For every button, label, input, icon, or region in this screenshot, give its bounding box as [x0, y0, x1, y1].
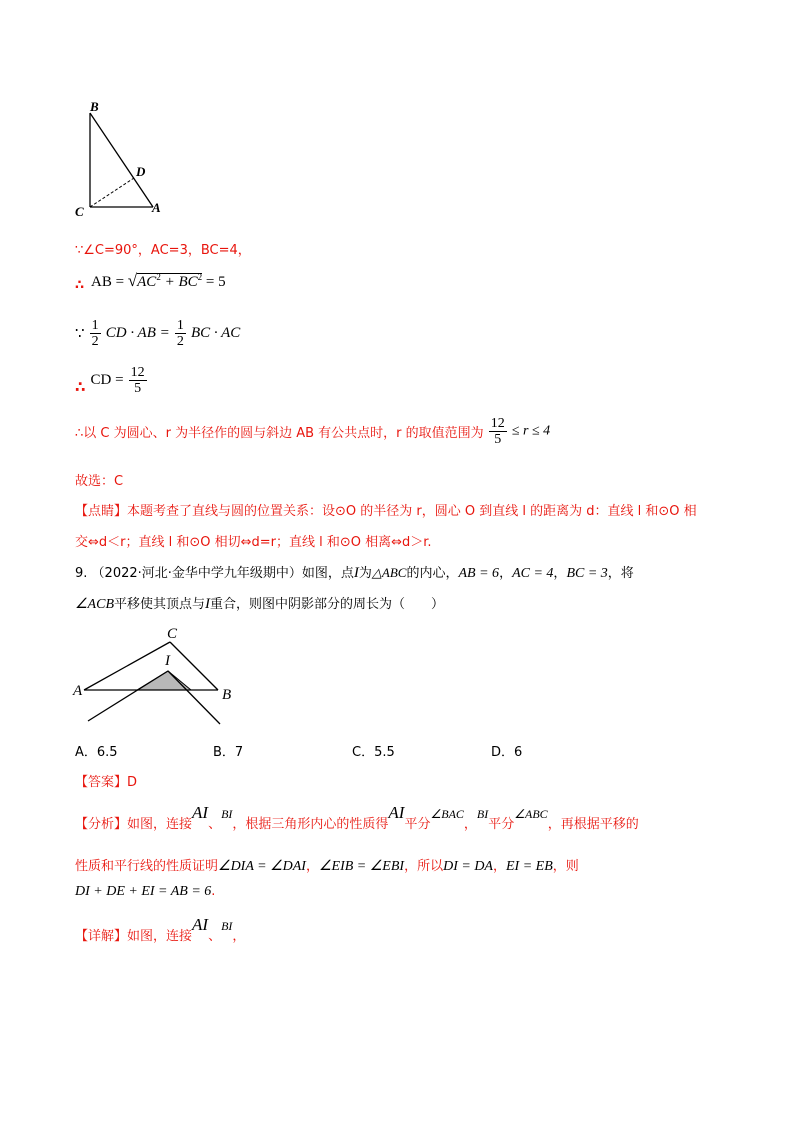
option-b[interactable]: B．7 — [213, 745, 244, 760]
ab-formula: AB = $√AC^2 + BC^2 = 5$ — [91, 271, 226, 290]
side-ab — [90, 113, 153, 207]
question-9-line2: ∠ACB平移使其顶点与I重合，则图中阴影部分的周长为（ ） — [75, 596, 445, 612]
option-a[interactable]: A．6.5 — [75, 745, 118, 760]
range-line: ∴以 C 为圆心、r 为半径作的圆与斜边 AB 有公共点时，r 的取值范围为 $\frac{12}{5}$ ≤ r ≤ 4 — [75, 416, 551, 447]
label-a: A — [73, 683, 83, 699]
translated-side-1 — [88, 671, 168, 721]
option-c[interactable]: C．5.5 — [352, 745, 395, 760]
fenxi-line1: 【分析】如图，连接AI、BI，根据三角形内心的性质得AI平分∠BAC，BI平分∠ABC，再根据平移的 — [75, 803, 639, 832]
dianjing-line2: 交⇔d＜r；直线 l 和⊙O 相切⇔d=r；直线 l 和⊙O 相离⇔d＞r. — [75, 535, 432, 550]
fraction-range: $\frac{12}{5}$ — [490, 416, 505, 447]
cd-line: ∴ CD = $\frac{12}{5}$ — [75, 365, 145, 396]
label-c: C — [167, 626, 178, 642]
translated-side-2 — [168, 671, 220, 724]
figure-right-triangle — [70, 95, 180, 220]
fraction-12-5: $\frac{12}{5}$ — [130, 365, 145, 396]
figure-incenter-translation — [70, 620, 250, 735]
segment-cd — [90, 178, 134, 207]
fenxi-line3: DI + DE + EI = AB = 6. — [75, 884, 216, 899]
question-9-line1: 9. （2022·河北·金华中学九年级期中）如图，点I为△ABC的内心，AB = 6，AC = 4，BC = 3，将 — [75, 565, 634, 581]
area-equation: ∵ $\frac{1}{2}$ CD · AB = $\frac{1}{2}$ BC · AC — [75, 318, 241, 349]
answer-line: 【答案】D — [75, 775, 138, 790]
label-c: C — [75, 204, 84, 219]
label-a: A — [152, 200, 161, 215]
choice-line: 故选：C — [75, 474, 124, 489]
label-b: B — [90, 99, 99, 114]
option-d[interactable]: D．6 — [491, 745, 523, 760]
fenxi-line2: 性质和平行线的性质证明∠DIA = ∠DAI，∠EIB = ∠EBI，所以DI = DA，EI = EB，则 — [75, 859, 579, 874]
dianjing-line1: 【点睛】本题考查了直线与圆的位置关系：设⊙O 的半径为 r，圆心 O 到直线 l 的距离为 d：直线 l 和⊙O 相 — [75, 504, 697, 519]
fraction-half-2: $\frac{1}{2}$ — [176, 318, 184, 349]
label-b: B — [222, 687, 232, 703]
given-line: ∵∠C=90°，AC=3，BC=4， — [75, 243, 251, 258]
therefore-symbol: ∴ — [75, 278, 85, 293]
fraction-half: $\frac{1}{2}$ — [91, 318, 99, 349]
question-number: 9. — [75, 566, 88, 581]
label-i: I — [165, 653, 170, 669]
label-d: D — [136, 164, 146, 179]
xiangjie-line: 【详解】如图，连接AI、BI， — [75, 915, 246, 944]
